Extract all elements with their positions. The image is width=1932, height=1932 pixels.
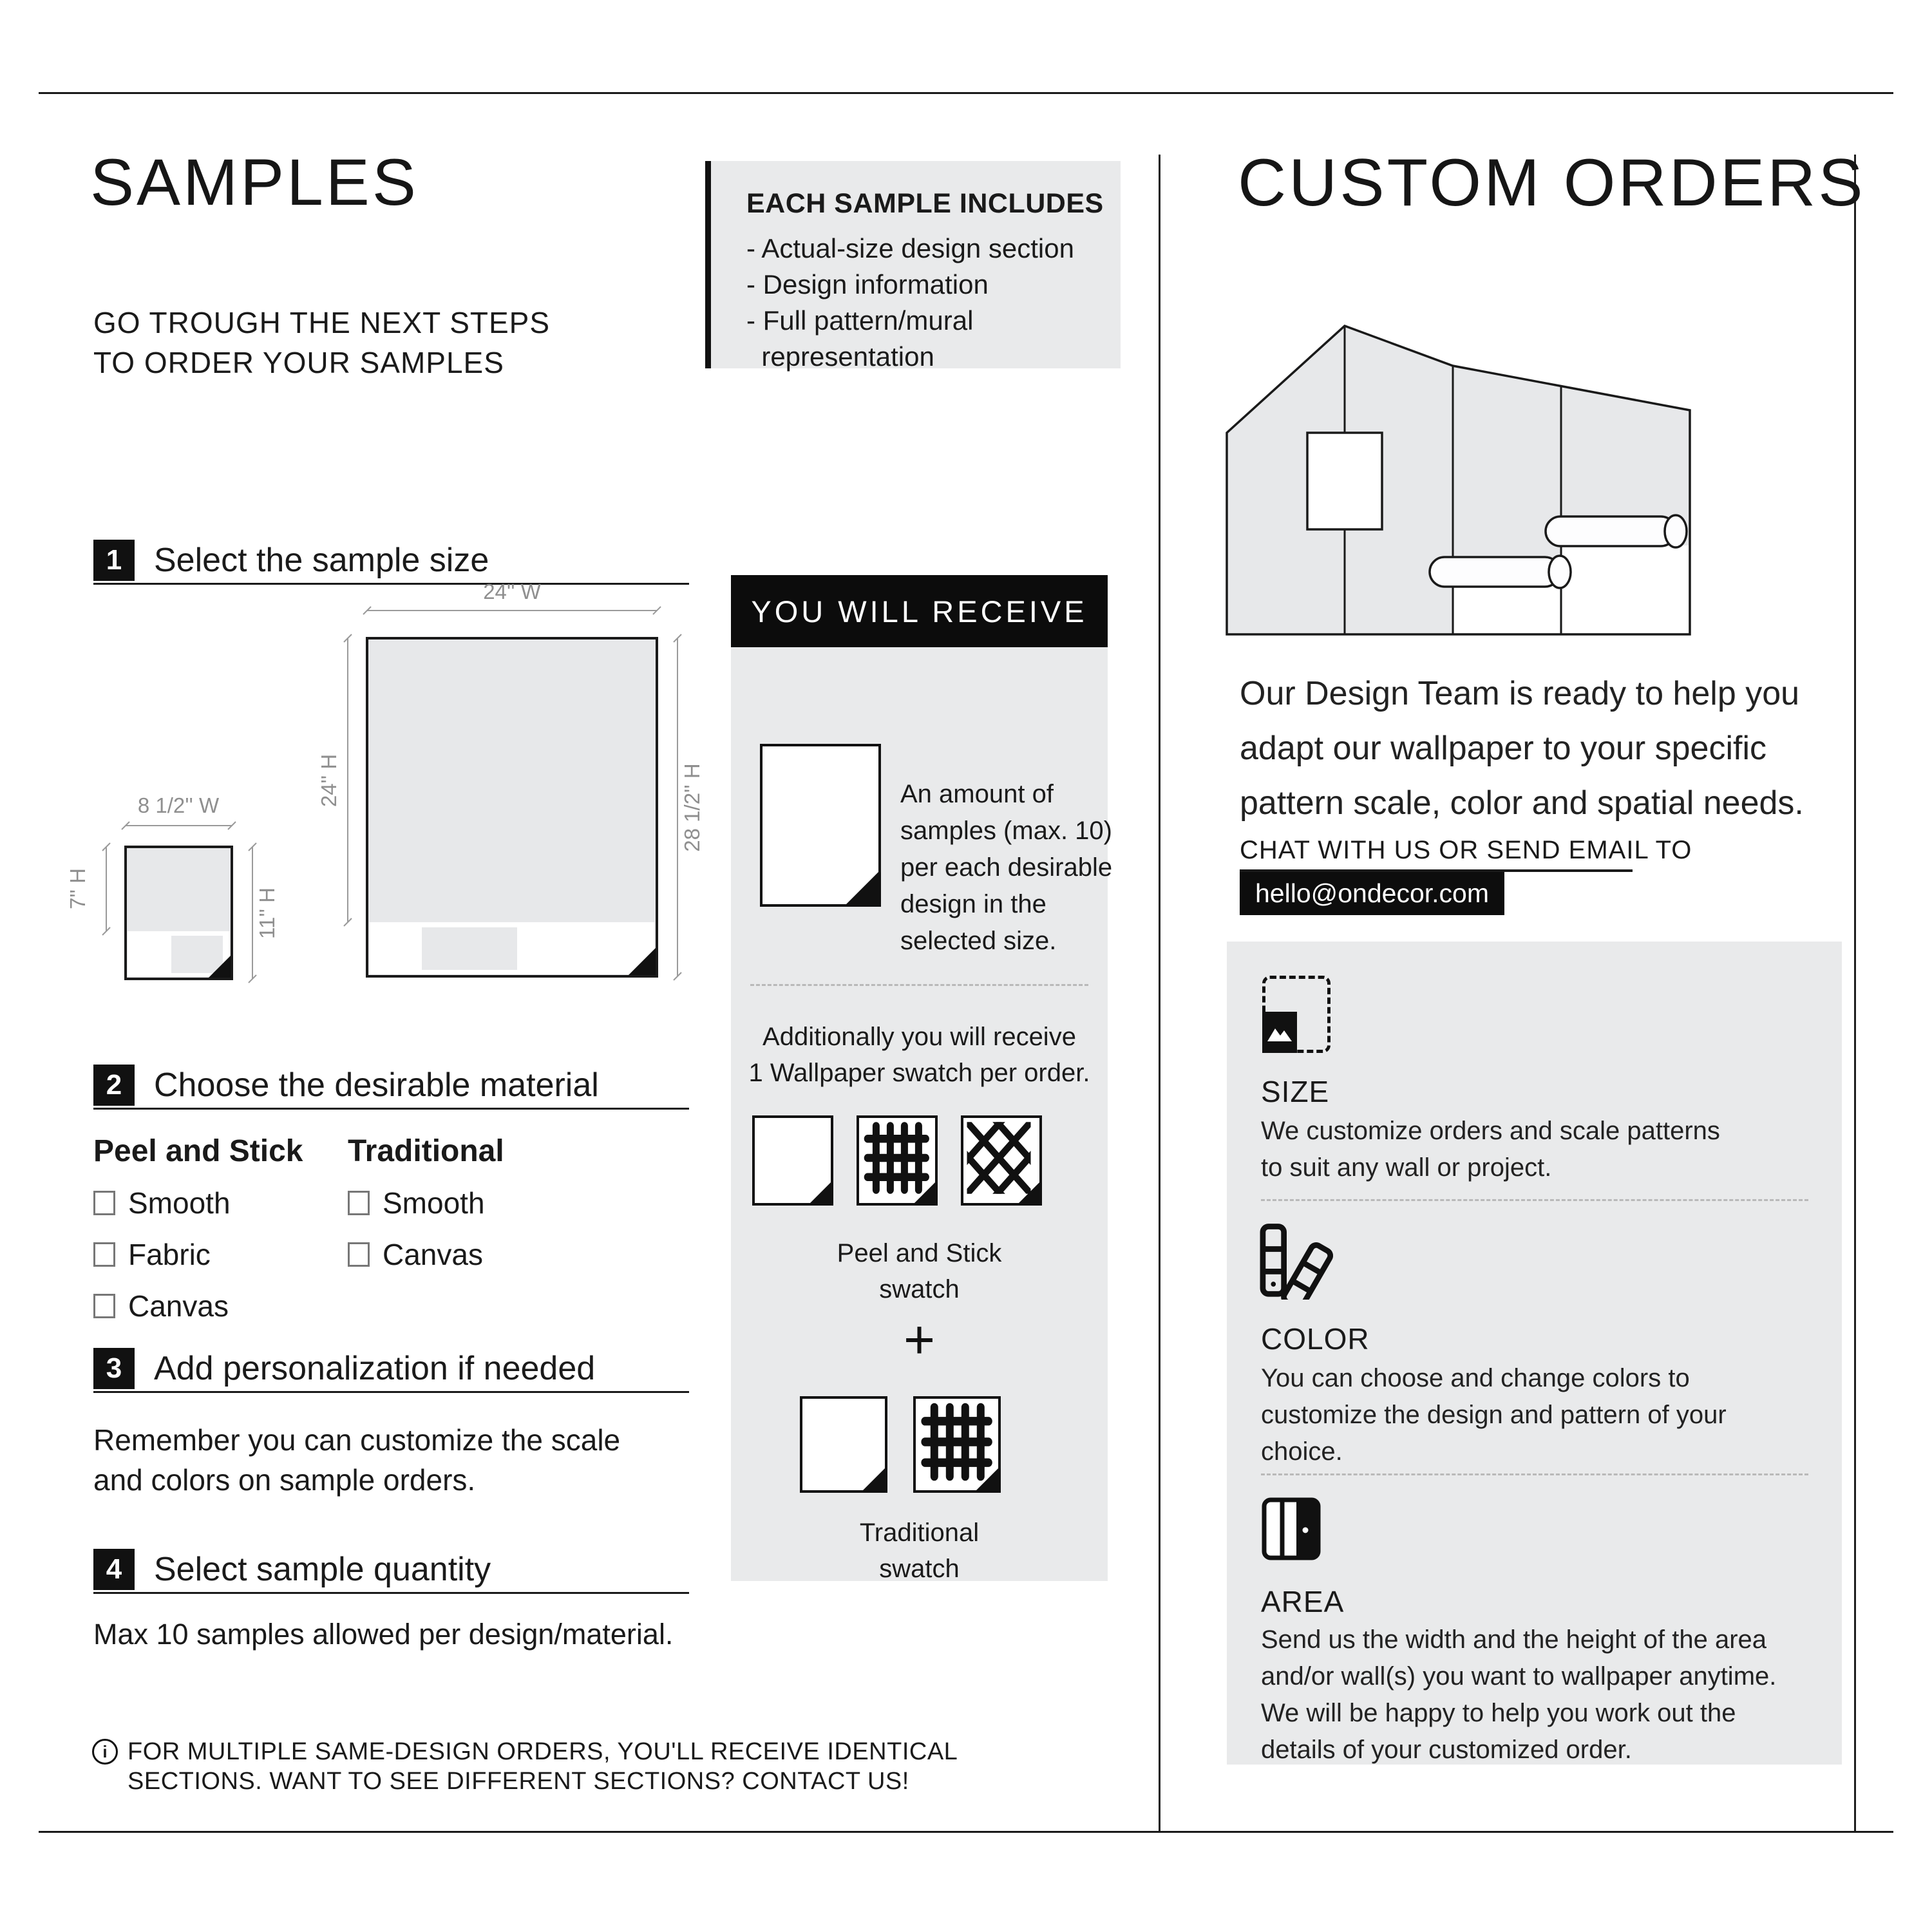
- dim-label-24w: 24'' W: [483, 580, 541, 603]
- area-line: We will be happy to help you work out the: [1261, 1699, 1736, 1727]
- option-label: Canvas: [383, 1238, 483, 1271]
- step-4-title: Select sample quantity: [154, 1551, 491, 1588]
- footnote-line: SECTIONS. WANT TO SEE DIFFERENT SECTIONS? CONTACT US!: [128, 1768, 909, 1795]
- caption-line: swatch: [879, 1555, 960, 1583]
- samples-title: SAMPLES: [90, 146, 419, 219]
- design-team-line: Our Design Team is ready to help you: [1240, 675, 1800, 712]
- step-3-underline: [93, 1391, 689, 1393]
- fold-corner-icon: [810, 1182, 831, 1204]
- traditional-swatch-caption: [731, 1515, 1108, 1587]
- dim-label-28h: 28 1/2'' H: [680, 763, 704, 852]
- step-3-note-line: Remember you can customize the scale: [93, 1423, 621, 1457]
- email-link[interactable]: hello@ondecor.com: [1240, 872, 1504, 915]
- dim-label-85w: 8 1/2'' W: [137, 793, 220, 817]
- color-section-title: COLOR: [1261, 1322, 1370, 1356]
- size-icon: [1262, 976, 1331, 1053]
- includes-item: - Full pattern/mural: [746, 305, 974, 336]
- step-2-underline: [93, 1108, 689, 1110]
- banner-label: YOU WILL RECEIVE: [751, 594, 1088, 629]
- checkbox-peel-fabric[interactable]: [93, 1242, 115, 1267]
- intro-line: TO ORDER YOUR SAMPLES: [93, 346, 504, 379]
- peel-and-stick-title: Peel and Stick: [93, 1134, 303, 1168]
- step-3-title: Add personalization if needed: [154, 1350, 596, 1387]
- intro-line: GO TROUGH THE NEXT STEPS: [93, 306, 551, 339]
- large-sample-inset: [422, 927, 517, 970]
- fold-corner-icon: [862, 1468, 886, 1491]
- swatch-grid-icon: [857, 1115, 938, 1206]
- column-divider-left: [1159, 155, 1160, 1831]
- material-column-traditional: [348, 1133, 504, 1272]
- color-line: customize the design and pattern of your: [1261, 1401, 1727, 1429]
- color-swatches-icon: [1256, 1222, 1333, 1300]
- each-sample-includes-box: [705, 161, 1121, 372]
- checkbox-peel-smooth[interactable]: [93, 1191, 115, 1215]
- swatch-lattice-icon: [961, 1115, 1042, 1206]
- area-line: and/or wall(s) you want to wallpaper anytime.: [1261, 1662, 1777, 1690]
- swatch-plain-icon: [752, 1115, 833, 1206]
- image-icon: [1262, 1012, 1297, 1053]
- footnote-line: FOR MULTIPLE SAME-DESIGN ORDERS, YOU'LL RECEIVE IDENTICAL: [128, 1738, 958, 1765]
- color-line: You can choose and change colors to: [1261, 1364, 1690, 1392]
- area-section-title: AREA: [1261, 1585, 1345, 1618]
- includes-title: EACH SAMPLE INCLUDES: [746, 188, 1104, 219]
- additional-line: Additionally you will receive: [762, 1023, 1076, 1051]
- color-section-body: [1261, 1360, 1727, 1470]
- size-line: to suit any wall or project.: [1261, 1153, 1552, 1182]
- includes-item: - Actual-size design section: [746, 233, 1074, 263]
- step-3-note-line: and colors on sample orders.: [93, 1463, 476, 1497]
- step-1-number: 1: [93, 540, 135, 581]
- caption-line: Peel and Stick: [837, 1239, 1002, 1267]
- dashed-divider: [1261, 1199, 1808, 1201]
- dim-label-24h: 24'' H: [317, 753, 341, 808]
- design-team-text: [1240, 667, 1804, 831]
- checkbox-trad-smooth[interactable]: [348, 1191, 370, 1215]
- top-rule: [39, 92, 1893, 94]
- size-line: We customize orders and scale patterns: [1261, 1117, 1720, 1145]
- fold-corner-icon: [846, 871, 879, 905]
- info-icon: i: [92, 1739, 118, 1765]
- footnote: [128, 1737, 958, 1796]
- small-sample-inset: [171, 936, 223, 973]
- wall-door-icon: [1259, 1495, 1323, 1562]
- swatch-plain-icon: [800, 1396, 887, 1493]
- sample-page-icon: [760, 744, 881, 907]
- area-line: Send us the width and the height of the area: [1261, 1625, 1767, 1654]
- includes-item: - Design information: [746, 269, 989, 299]
- area-section-body: [1261, 1622, 1776, 1768]
- fold-corner-icon: [976, 1468, 999, 1491]
- size-section-body: [1261, 1113, 1720, 1186]
- option-label: Fabric: [128, 1238, 211, 1271]
- sample-size-diagram: [45, 560, 715, 1011]
- plus-sign: +: [903, 1309, 936, 1370]
- window: [1307, 433, 1382, 529]
- chat-label: CHAT WITH US OR SEND EMAIL TO: [1240, 836, 1692, 864]
- receive-line: samples (max. 10): [900, 817, 1112, 845]
- bottom-rule: [39, 1831, 1893, 1833]
- option-peel-canvas[interactable]: [93, 1289, 303, 1323]
- color-line: choice.: [1261, 1437, 1343, 1466]
- option-peel-smooth[interactable]: [93, 1186, 303, 1220]
- option-label: Smooth: [383, 1186, 485, 1220]
- additional-line: 1 Wallpaper swatch per order.: [748, 1059, 1090, 1087]
- step-4-note: Max 10 samples allowed per design/material.: [93, 1618, 674, 1651]
- caption-line: swatch: [879, 1275, 960, 1303]
- step-4-header: [93, 1549, 491, 1590]
- checkbox-trad-canvas[interactable]: [348, 1242, 370, 1267]
- column-divider-right: [1854, 155, 1856, 1831]
- caption-line: Traditional: [859, 1519, 980, 1547]
- area-line: details of your customized order.: [1261, 1736, 1632, 1764]
- traditional-title: Traditional: [348, 1134, 504, 1168]
- receive-line: selected size.: [900, 927, 1057, 955]
- custom-orders-title: CUSTOM ORDERS: [1238, 146, 1866, 220]
- option-label: Smooth: [128, 1186, 231, 1220]
- size-section-title: SIZE: [1261, 1075, 1330, 1108]
- step-3-header: [93, 1348, 595, 1389]
- step-2-title: Choose the desirable material: [154, 1066, 599, 1104]
- option-trad-canvas[interactable]: [348, 1237, 504, 1272]
- swatch-grid-icon: [913, 1396, 1001, 1493]
- option-peel-fabric[interactable]: [93, 1237, 303, 1272]
- receive-line: An amount of: [900, 780, 1054, 808]
- unpapered-area: [1562, 545, 1689, 633]
- dim-label-11h: 11'' H: [255, 887, 279, 939]
- step-3-note: [93, 1420, 620, 1500]
- material-column-peel: [93, 1133, 303, 1323]
- receive-line: per each desirable: [900, 853, 1113, 882]
- step-1-title: Select the sample size: [154, 542, 489, 579]
- dashed-divider: [1261, 1473, 1808, 1475]
- option-trad-smooth[interactable]: [348, 1186, 504, 1220]
- dim-label-7h: 7'' H: [66, 868, 90, 909]
- step-2-number: 2: [93, 1065, 135, 1106]
- fold-corner-icon: [1018, 1182, 1040, 1204]
- receive-line: design in the: [900, 890, 1046, 918]
- house-wallpaper-illustration: [1211, 309, 1726, 644]
- samples-intro: [93, 303, 550, 383]
- step-3-number: 3: [93, 1348, 135, 1389]
- you-will-receive-banner: [731, 575, 1108, 647]
- peel-swatch-caption: [731, 1235, 1108, 1307]
- step-4-underline: [93, 1592, 689, 1594]
- design-team-line: pattern scale, color and spatial needs.: [1240, 784, 1804, 822]
- receive-description: [900, 776, 1112, 960]
- includes-item: representation: [746, 341, 934, 372]
- checkbox-peel-canvas[interactable]: [93, 1294, 115, 1318]
- step-4-number: 4: [93, 1549, 135, 1590]
- option-label: Canvas: [128, 1289, 229, 1323]
- unpapered-area: [1454, 585, 1560, 633]
- dashed-divider: [750, 984, 1088, 986]
- design-team-line: adapt our wallpaper to your specific: [1240, 730, 1767, 767]
- step-2-header: [93, 1065, 599, 1106]
- additional-note: [731, 1019, 1108, 1091]
- fold-corner-icon: [914, 1182, 936, 1204]
